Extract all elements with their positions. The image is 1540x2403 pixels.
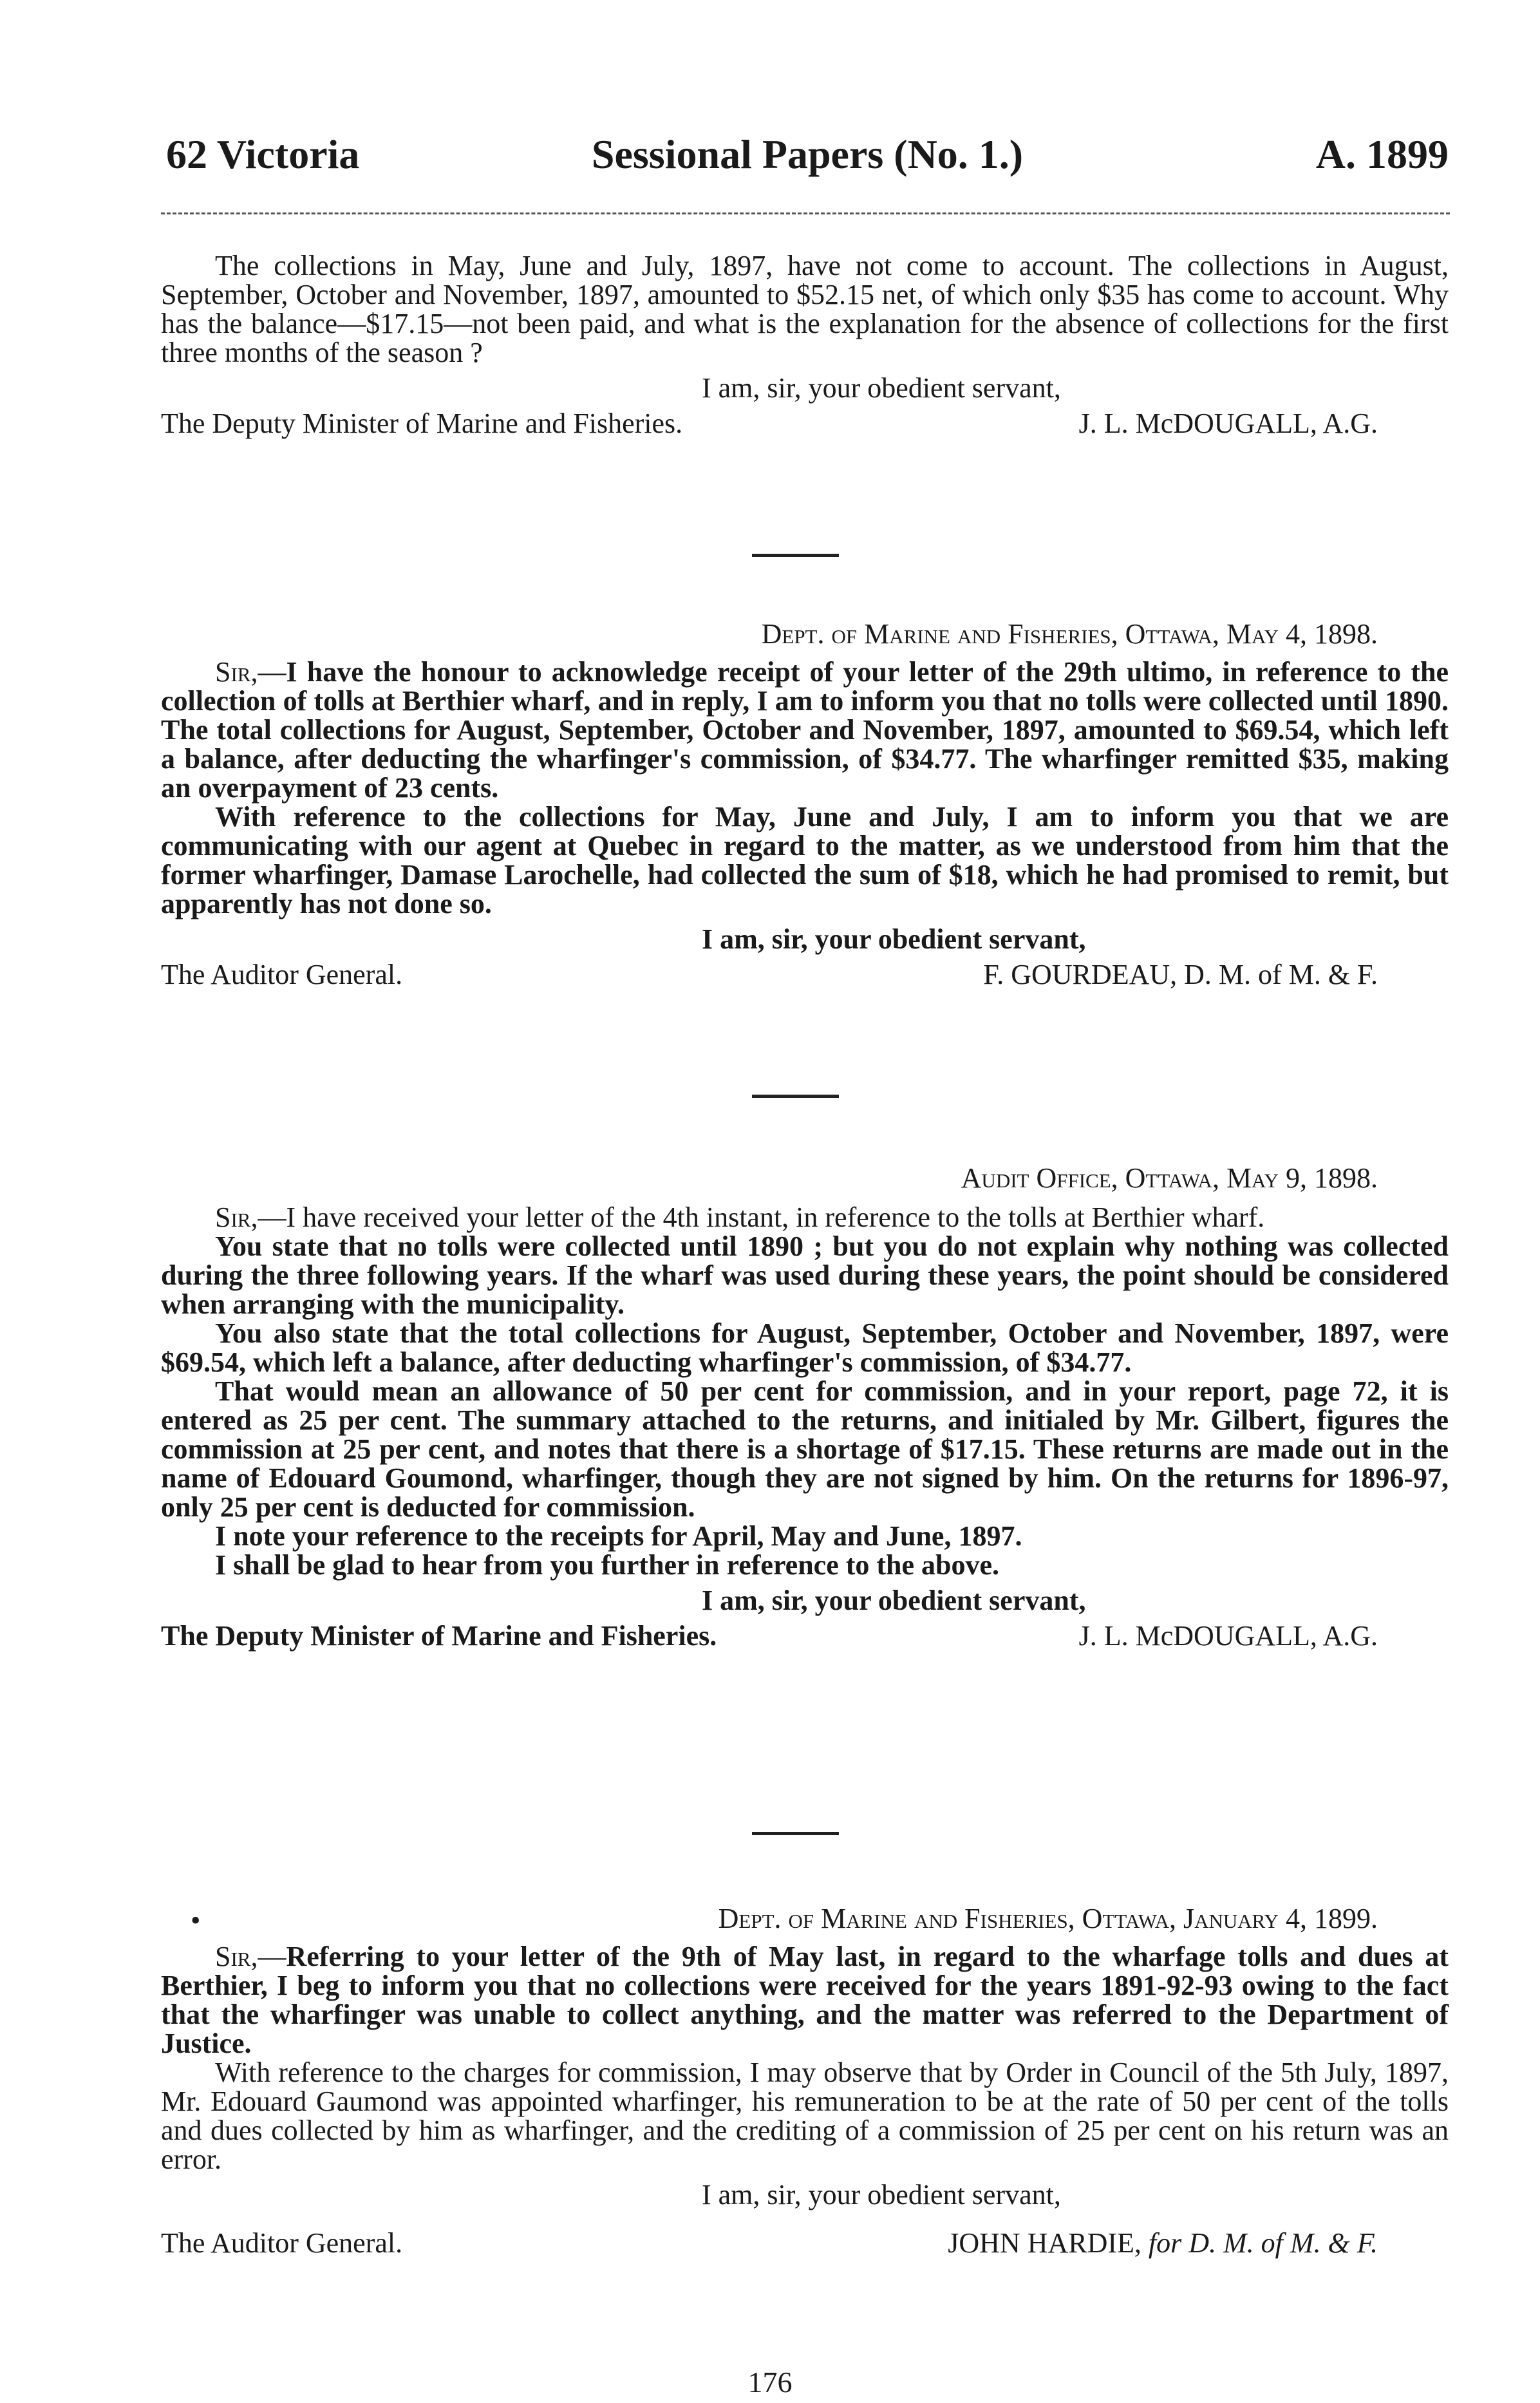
letter-4-closing: I am, sir, your obedient servant, bbox=[702, 2179, 1061, 2210]
letter-3 bbox=[161, 1159, 1449, 1655]
letter-2-salutation: Sir,— bbox=[215, 656, 286, 688]
letter-3-addressee: The Deputy Minister of Marine and Fisheries. bbox=[161, 1620, 717, 1652]
letter-2-signature: F. GOURDEAU, D. M. of M. & F. bbox=[983, 959, 1378, 990]
letter-4-paragraph-1 bbox=[161, 1942, 1449, 2058]
letter-2-paragraph-2: With reference to the collections for May, June and July, I am to inform you that we are communicating with our agent at Quebec in regard to the matter, as we understood from him that the former wharfinger, Damase Larochelle, had collected the sum of $18, which he had promised to remit, but apparently has not done so. bbox=[161, 801, 1449, 919]
letter-3-paragraph-5: I note your reference to the receipts for April, May and June, 1897. bbox=[215, 1520, 1022, 1552]
letter-4-signature-title: for D. M. of M. & F. bbox=[1148, 2227, 1378, 2259]
letter-2-signature-line bbox=[161, 956, 1449, 994]
letter-4-signature-line bbox=[161, 2224, 1449, 2263]
section-separator bbox=[752, 1832, 839, 1835]
letter-4-salutation: Sir,— bbox=[215, 1941, 286, 1972]
letter-3-paragraph-2: You state that no tolls were collected until 1890 ; but you do not explain why nothing was collected during the three following years. If the wharf was used during these years, the point should be considered when arranging with the municipality. bbox=[161, 1230, 1449, 1320]
letter-2-para1-text: I have the honour to acknowledge receipt of your letter of the 29th ultimo, in reference to the collection of tolls at Berthier wharf, and in reply, I am to inform you that no tolls were collected until 1890. The total collections for August, September, October and November, 1897, amounted to $69.54, which left a balance, after deducting the wharfinger's commission, of $34.77. The wharfinger remitted $35, making an overpayment of 23 cents. bbox=[161, 656, 1449, 804]
letter-2-dateline: Dept. of Marine and Fisheries, Ottawa, May 4, 1898. bbox=[761, 618, 1378, 650]
running-header bbox=[166, 129, 1449, 180]
letter-4-signature bbox=[948, 2224, 1378, 2263]
stray-bullet-mark: • bbox=[191, 1905, 201, 1936]
letter-2-paragraph-1 bbox=[161, 657, 1449, 802]
section-separator bbox=[752, 1095, 839, 1098]
letter-1 bbox=[161, 251, 1449, 443]
letter-4 bbox=[161, 1899, 1449, 2263]
letter-2-closing: I am, sir, your obedient servant, bbox=[702, 923, 1086, 955]
letter-1-signature-line bbox=[161, 404, 1449, 443]
letter-2 bbox=[161, 615, 1449, 994]
header-year: A. 1899 bbox=[1315, 131, 1449, 177]
page-number: 176 bbox=[747, 2366, 793, 2398]
letter-3-salutation: Sir,— bbox=[215, 1202, 286, 1233]
letter-3-paragraph-4: That would mean an allowance of 50 per cent for commission, and in your report, page 72, it is entered as 25 per cent. The summary attached to the returns, and initialed by Mr. Gilbert, figures the commission at 25 per cent, and notes that there is a shortage of $17.15. These returns are made out in the name of Edouard Goumond, wharfinger, though they are not signed by him. On the returns for 1896-97, only 25 per cent is deducted for commission. bbox=[161, 1375, 1449, 1523]
letter-3-paragraph-6: I shall be glad to hear from you further in reference to the above. bbox=[215, 1549, 1000, 1581]
letter-4-signature-name: JOHN HARDIE, bbox=[948, 2227, 1141, 2259]
letter-4-dateline: Dept. of Marine and Fisheries, Ottawa, January 4, 1899. bbox=[718, 1903, 1378, 1934]
letter-3-dateline: Audit Office, Ottawa, May 9, 1898. bbox=[961, 1162, 1378, 1194]
header-title: Sessional Papers (No. 1.) bbox=[591, 131, 1024, 177]
header-volume: 62 Victoria bbox=[166, 131, 360, 177]
letter-3-paragraph-1 bbox=[161, 1203, 1449, 1232]
letter-1-signature: J. L. McDOUGALL, A.G. bbox=[1078, 408, 1378, 439]
letter-1-addressee: The Deputy Minister of Marine and Fisheries. bbox=[161, 408, 683, 439]
section-separator bbox=[752, 554, 839, 557]
letter-3-paragraph-3: You also state that the total collections for August, September, October and November, 1897, were $69.54, which left a balance, after deducting wharfinger's commission, of $34.77. bbox=[161, 1317, 1449, 1378]
letter-3-signature: J. L. McDOUGALL, A.G. bbox=[1078, 1620, 1378, 1652]
letter-3-para1-text: I have received your letter of the 4th instant, in reference to the tolls at Berthier wharf. bbox=[286, 1202, 1265, 1233]
letter-3-signature-line bbox=[161, 1617, 1449, 1655]
letter-4-addressee: The Auditor General. bbox=[161, 2227, 403, 2259]
letter-4-paragraph-2: With reference to the charges for commission, I may observe that by Order in Council of the 5th July, 1897, Mr. Edouard Gaumond was appointed wharfinger, his remuneration to be at the rate of 50 per cent of the tolls and dues collected by him as wharfinger, and the crediting of a commission of 25 per cent on his return was an error. bbox=[161, 2057, 1449, 2175]
letter-4-para1-text: Referring to your letter of the 9th of May last, in regard to the wharfage tolls and dues at Berthier, I beg to inform you that no collections were received for the years 1891-92-93 owing to the fact that the wharfinger was unable to collect anything, and the matter was referred to the Department of Justice. bbox=[161, 1941, 1449, 2059]
letter-2-addressee: The Auditor General. bbox=[161, 959, 403, 990]
letter-3-closing: I am, sir, your obedient servant, bbox=[702, 1585, 1086, 1616]
letter-1-body: The collections in May, June and July, 1897, have not come to account. The collections in August, September, October and November, 1897, amounted to $52.15 net, of which only $35 has come to account. Why has the balance—$17.15—not been paid, and what is the explanation for the absence of collections for the first three months of the season ? bbox=[161, 250, 1449, 368]
letter-1-closing: I am, sir, your obedient servant, bbox=[702, 372, 1061, 404]
header-rule bbox=[161, 212, 1450, 214]
